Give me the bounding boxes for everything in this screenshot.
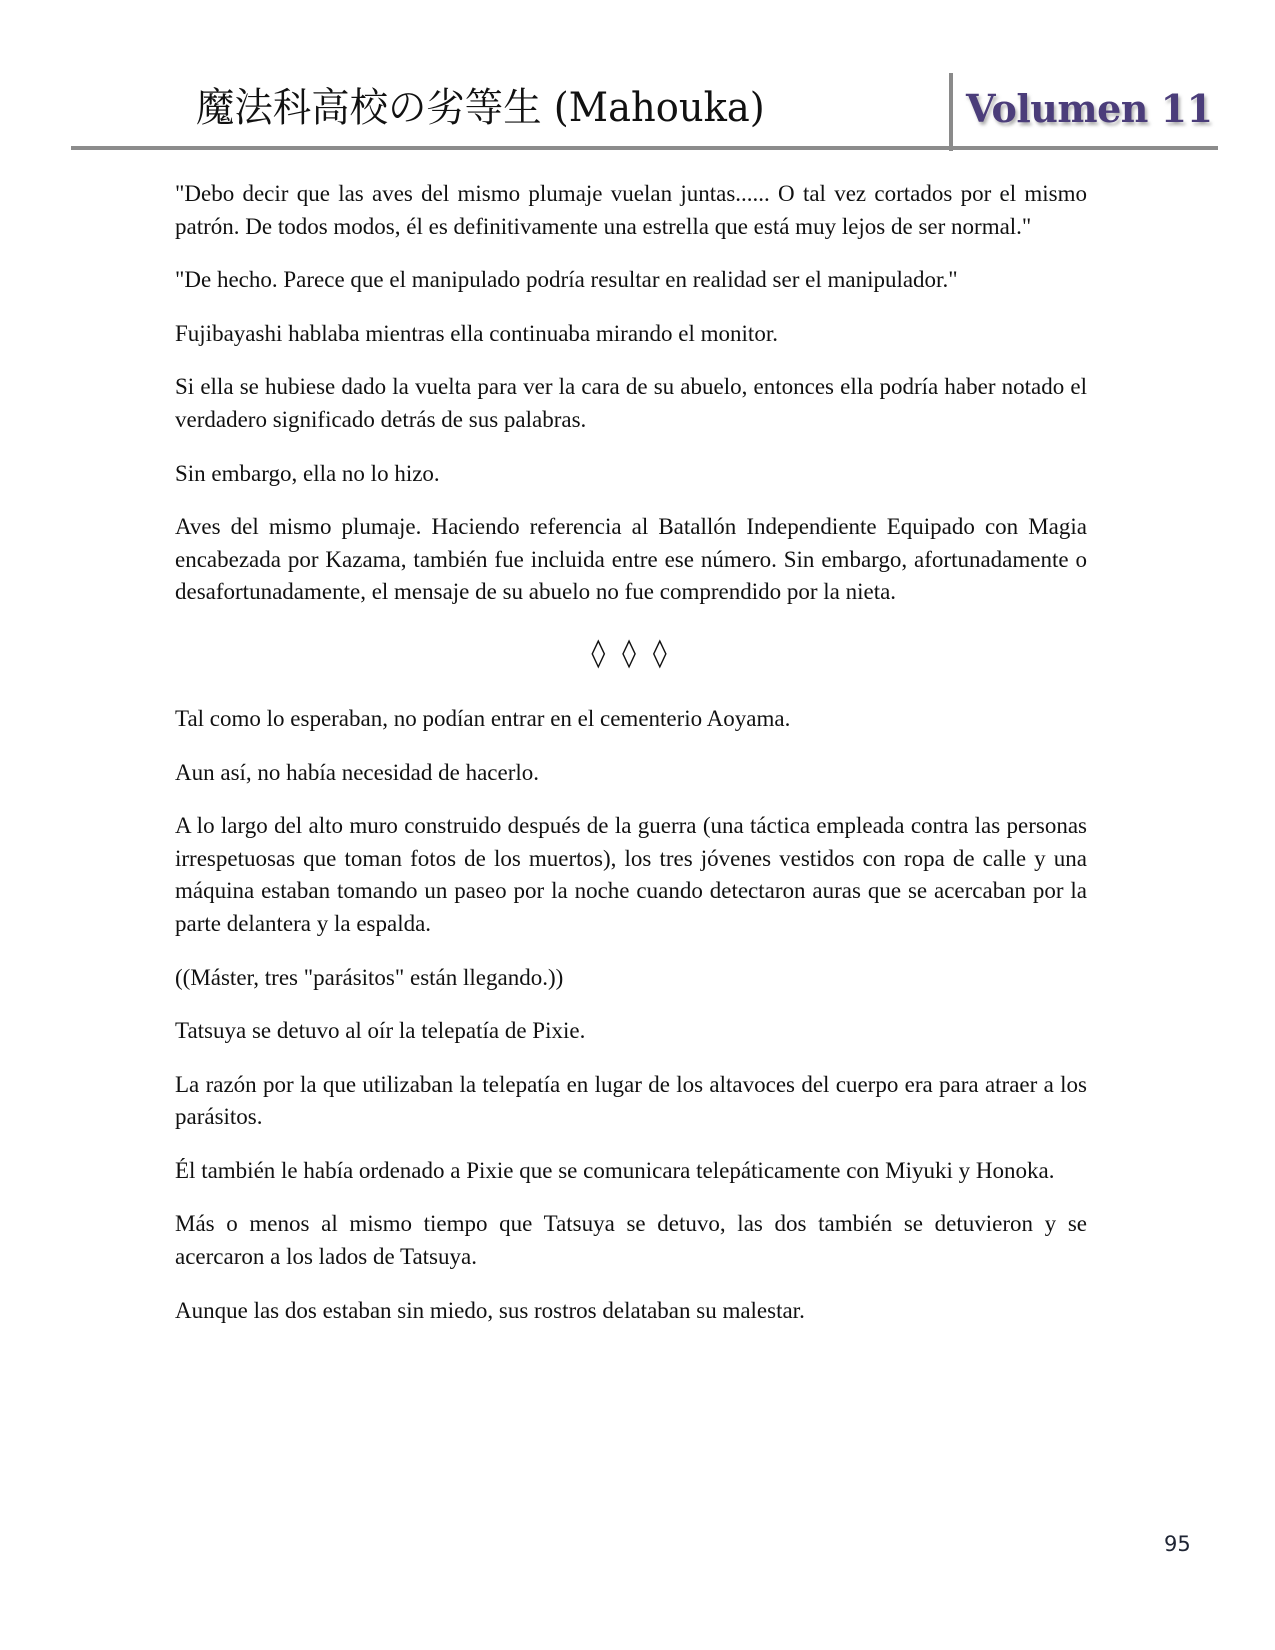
page-number: 95: [1164, 1532, 1191, 1556]
paragraph: Tal como lo esperaban, no podían entrar en el cementerio Aoyama.: [175, 705, 791, 731]
paragraph: ((Máster, tres "parásitos" están llegando.)): [175, 964, 564, 990]
paragraph: La razón por la que utilizaban la telepatía en lugar de los altavoces del cuerpo era para atraer a los parásitos.: [175, 1071, 1087, 1130]
header-rule: [71, 146, 1218, 150]
paragraph: "De hecho. Parece que el manipulado podría resultar en realidad ser el manipulador.": [175, 267, 958, 293]
page-header: [0, 0, 1275, 160]
body-text: [175, 178, 1087, 1348]
paragraph: Tatsuya se detuvo al oír la telepatía de Pixie.: [175, 1018, 586, 1044]
book-title: 魔法科高校の劣等生 (Mahouka): [196, 85, 765, 131]
paragraph: Aunque las dos estaban sin miedo, sus rostros delataban su malestar.: [175, 1297, 805, 1323]
header-divider: [949, 73, 953, 151]
paragraph: A lo largo del alto muro construido después de la guerra (una táctica empleada contra las personas irrespetuosas que toman fotos de los muertos), los tres jóvenes vestidos con ropa de calle y una máquina estaban tomando un paseo por la noche cuando detectaron auras que se acercaban por la parte delantera y la espalda.: [175, 813, 1087, 936]
paragraph: "Debo decir que las aves del mismo plumaje vuelan juntas...... O tal vez cortados por el mismo patrón. De todos modos, él es definitivamente una estrella que está muy lejos de ser normal.": [175, 181, 1087, 239]
paragraph: Si ella se hubiese dado la vuelta para ver la cara de su abuelo, entonces ella podría haber notado el verdadero significado detrás de sus palabras.: [175, 374, 1087, 432]
paragraph: Más o menos al mismo tiempo que Tatsuya se detuvo, las dos también se detuvieron y se acercaron a los lados de Tatsuya.: [175, 1211, 1087, 1270]
paragraph: Sin embargo, ella no lo hizo.: [175, 460, 440, 486]
paragraph: Él también le había ordenado a Pixie que se comunicara telepáticamente con Miyuki y Honoka.: [175, 1157, 1055, 1183]
volume-label: Volumen 11: [966, 86, 1213, 131]
scene-break-diamonds: ◊ ◊ ◊: [591, 635, 671, 669]
paragraph: Aves del mismo plumaje. Haciendo referencia al Batallón Independiente Equipado con Magia encabezada por Kazama, también fue incluida entre ese número. Sin embargo, afortunadamente o desafortunadamente, el mensaje de su abuelo no fue comprendido por la nieta.: [175, 514, 1087, 605]
paragraph: Fujibayashi hablaba mientras ella continuaba mirando el monitor.: [175, 320, 778, 346]
paragraph: Aun así, no había necesidad de hacerlo.: [175, 759, 540, 785]
